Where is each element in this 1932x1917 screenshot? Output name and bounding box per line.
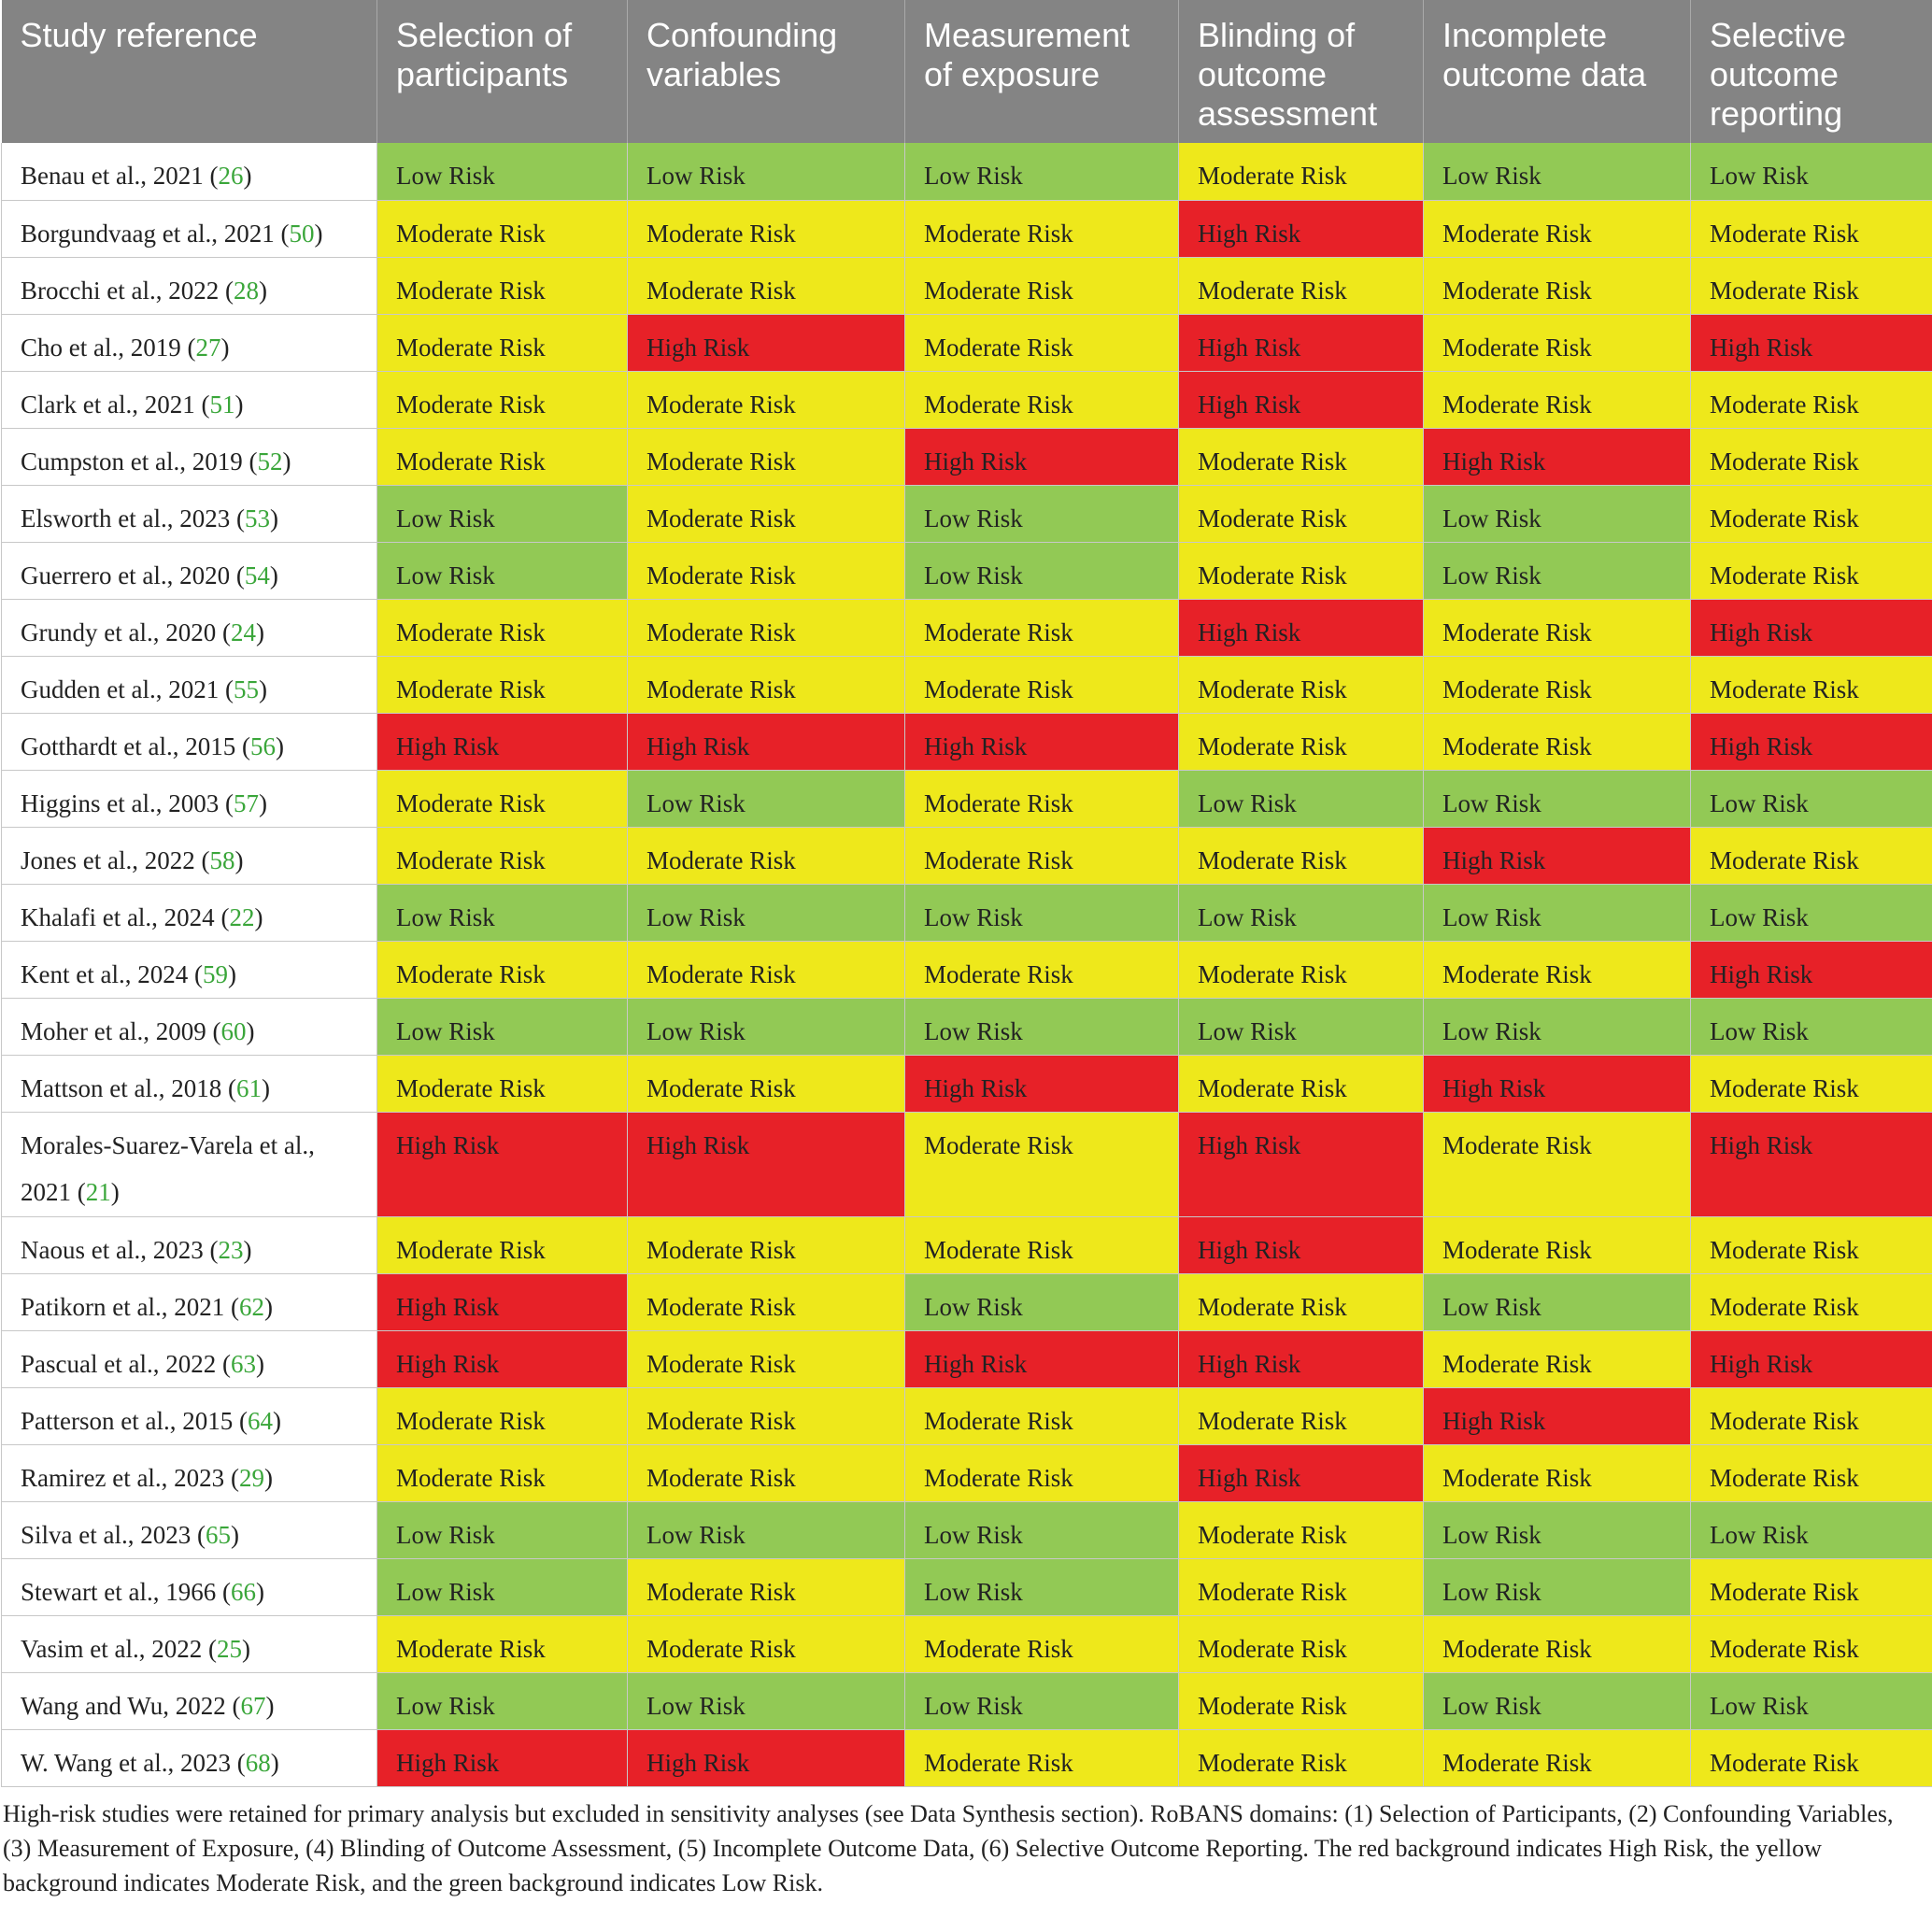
study-reference-cell: Wang and Wu, 2022 (67) [2,1672,377,1729]
risk-cell: Moderate Risk [905,1112,1179,1216]
study-reference-cell: Clark et al., 2021 (51) [2,371,377,428]
risk-cell: Moderate Risk [1179,1055,1424,1112]
risk-cell: Moderate Risk [628,827,905,884]
table-row [2,1672,1932,1729]
risk-cell: Low Risk [1424,770,1691,827]
risk-cell: Low Risk [1424,485,1691,542]
risk-cell: High Risk [1179,1216,1424,1273]
risk-cell: Moderate Risk [628,257,905,314]
table-row [2,713,1932,770]
study-name: Moher et al., 2009 [21,1016,206,1045]
risk-cell: Moderate Risk [1424,1112,1691,1216]
study-reference-cell: Mattson et al., 2018 (61) [2,1055,377,1112]
risk-cell: Moderate Risk [1179,1672,1424,1729]
risk-cell: Moderate Risk [1179,941,1424,998]
study-reference-cell: Cumpston et al., 2019 (52) [2,428,377,485]
citation-link[interactable]: 60 [220,1016,247,1045]
table-row [2,1501,1932,1558]
risk-cell: High Risk [628,1729,905,1786]
risk-cell: Low Risk [905,1672,1179,1729]
risk-cell: High Risk [1691,1112,1932,1216]
table-row [2,314,1932,371]
study-name: Guerrero et al., 2020 [21,561,231,589]
risk-cell: Moderate Risk [905,827,1179,884]
risk-cell: Low Risk [1179,770,1424,827]
risk-cell: High Risk [1424,428,1691,485]
risk-cell: Moderate Risk [905,770,1179,827]
citation-link[interactable]: 56 [249,731,276,760]
citation-link[interactable]: 29 [238,1463,264,1492]
study-reference-cell: Benau et al., 2021 (26) [2,143,377,200]
risk-cell: Moderate Risk [1179,257,1424,314]
risk-cell: Low Risk [377,1501,628,1558]
table-body [2,143,1932,1786]
study-name: Khalafi et al., 2024 [21,902,215,931]
risk-cell: Moderate Risk [377,314,628,371]
risk-cell: Moderate Risk [377,770,628,827]
risk-cell: Moderate Risk [905,371,1179,428]
risk-cell: High Risk [1691,941,1932,998]
risk-cell: Moderate Risk [1424,257,1691,314]
study-reference-cell: Morales-Suarez-Varela et al., 2021 (21) [2,1112,377,1216]
risk-cell: Moderate Risk [1691,428,1932,485]
risk-cell: Low Risk [1691,770,1932,827]
risk-cell: Low Risk [1691,1672,1932,1729]
table-row [2,143,1932,200]
risk-cell: Moderate Risk [1424,599,1691,656]
risk-cell: High Risk [628,1112,905,1216]
study-reference-cell: Higgins et al., 2003 (57) [2,770,377,827]
risk-cell: Moderate Risk [628,1055,905,1112]
study-reference-cell: Jones et al., 2022 (58) [2,827,377,884]
risk-cell: Low Risk [1424,1501,1691,1558]
risk-cell: Moderate Risk [628,656,905,713]
risk-cell: Moderate Risk [905,941,1179,998]
study-reference-cell: Pascual et al., 2022 (63) [2,1330,377,1387]
risk-cell: Moderate Risk [1691,542,1932,599]
risk-cell: Low Risk [1424,542,1691,599]
risk-cell: Moderate Risk [377,1387,628,1444]
study-name: Pascual et al., 2022 [21,1349,217,1378]
table-row [2,941,1932,998]
risk-cell: Moderate Risk [1179,827,1424,884]
header-selection-of-participants: Selection of participants [377,0,628,143]
risk-cell: Moderate Risk [1691,371,1932,428]
study-name: Kent et al., 2024 [21,959,189,988]
study-name: Clark et al., 2021 [21,390,195,419]
risk-cell: High Risk [905,1055,1179,1112]
risk-cell: Moderate Risk [1424,656,1691,713]
citation-link[interactable]: 54 [244,561,270,589]
risk-cell: Low Risk [905,143,1179,200]
risk-cell: High Risk [377,1729,628,1786]
risk-cell: Moderate Risk [1179,1273,1424,1330]
risk-cell: Moderate Risk [905,1444,1179,1501]
risk-cell: Moderate Risk [628,941,905,998]
study-name: Benau et al., 2021 [21,162,204,190]
risk-cell: Moderate Risk [1424,941,1691,998]
risk-cell: High Risk [1179,1444,1424,1501]
risk-cell: Moderate Risk [377,257,628,314]
risk-cell: Moderate Risk [377,1055,628,1112]
risk-cell: Low Risk [1424,884,1691,941]
table-row [2,827,1932,884]
study-reference-cell: Grundy et al., 2020 (24) [2,599,377,656]
risk-cell: High Risk [377,1112,628,1216]
risk-cell: Moderate Risk [628,1558,905,1615]
risk-cell: Low Risk [905,542,1179,599]
risk-cell: Moderate Risk [1424,1615,1691,1672]
risk-cell: Moderate Risk [1179,1387,1424,1444]
risk-cell: Low Risk [377,884,628,941]
risk-cell: Moderate Risk [628,1330,905,1387]
table-row [2,1615,1932,1672]
citation-link[interactable]: 53 [244,504,270,532]
table-row [2,1729,1932,1786]
risk-cell: Moderate Risk [1691,1055,1932,1112]
header-measurement-of-exposure: Measurement of exposure [905,0,1179,143]
table-row [2,371,1932,428]
risk-cell: Moderate Risk [377,827,628,884]
header-blinding-of-outcome-assessment: Blinding of outcome assessment [1179,0,1424,143]
risk-cell: Moderate Risk [1424,314,1691,371]
risk-cell: High Risk [1179,1112,1424,1216]
risk-cell: High Risk [1424,827,1691,884]
risk-cell: High Risk [905,713,1179,770]
study-name: Borgundvaag et al., 2021 [21,219,275,248]
citation-link[interactable]: 64 [247,1406,273,1435]
table-row [2,998,1932,1055]
study-name: Elsworth et al., 2023 [21,504,231,532]
risk-of-bias-table [1,0,1932,1787]
citation-link[interactable]: 55 [233,674,259,703]
citation-link[interactable]: 28 [233,276,259,305]
risk-cell: High Risk [1424,1387,1691,1444]
citation-link[interactable]: 59 [202,959,228,988]
study-name: Wang and Wu, 2022 [21,1691,226,1720]
risk-cell: High Risk [1691,1330,1932,1387]
study-name: Grundy et al., 2020 [21,618,217,646]
risk-cell: Moderate Risk [628,1387,905,1444]
study-reference-cell: Gotthardt et al., 2015 (56) [2,713,377,770]
citation-link[interactable]: 26 [218,162,244,190]
study-name: Vasim et al., 2022 [21,1634,203,1663]
risk-cell: Moderate Risk [377,200,628,257]
risk-cell: Low Risk [1691,1501,1932,1558]
study-reference-cell: Guerrero et al., 2020 (54) [2,542,377,599]
risk-cell: Moderate Risk [628,200,905,257]
citation-link[interactable]: 25 [216,1634,242,1663]
risk-cell: Moderate Risk [905,200,1179,257]
risk-cell: High Risk [377,713,628,770]
study-reference-cell: Silva et al., 2023 (65) [2,1501,377,1558]
risk-cell: Moderate Risk [628,1216,905,1273]
risk-cell: Low Risk [628,770,905,827]
risk-cell: Moderate Risk [1691,485,1932,542]
table-row [2,1387,1932,1444]
risk-cell: Moderate Risk [377,428,628,485]
risk-cell: Low Risk [1424,1558,1691,1615]
citation-link[interactable]: 68 [245,1748,271,1777]
risk-cell: Moderate Risk [1179,1501,1424,1558]
study-name: Gotthardt et al., 2015 [21,731,236,760]
risk-cell: Moderate Risk [628,599,905,656]
risk-cell: Moderate Risk [1691,656,1932,713]
risk-cell: Low Risk [905,884,1179,941]
risk-cell: Low Risk [628,1672,905,1729]
risk-cell: Low Risk [377,1558,628,1615]
table-row [2,257,1932,314]
risk-cell: Low Risk [377,998,628,1055]
risk-cell: Moderate Risk [1424,1330,1691,1387]
risk-cell: Moderate Risk [905,314,1179,371]
header-incomplete-outcome-data: Incomplete outcome data [1424,0,1691,143]
risk-cell: Low Risk [628,998,905,1055]
table-row [2,542,1932,599]
risk-cell: Low Risk [1424,1672,1691,1729]
risk-cell: Low Risk [905,1273,1179,1330]
risk-cell: Moderate Risk [905,599,1179,656]
study-reference-cell: Cho et al., 2019 (27) [2,314,377,371]
risk-cell: High Risk [628,713,905,770]
risk-cell: Moderate Risk [1424,713,1691,770]
table-row [2,599,1932,656]
table-row [2,1558,1932,1615]
risk-cell: Low Risk [628,143,905,200]
study-reference-cell: Khalafi et al., 2024 (22) [2,884,377,941]
risk-cell: High Risk [1179,200,1424,257]
risk-cell: Low Risk [905,1558,1179,1615]
table-row [2,1273,1932,1330]
risk-cell: Moderate Risk [628,485,905,542]
citation-link[interactable]: 62 [238,1292,264,1321]
study-reference-cell: Vasim et al., 2022 (25) [2,1615,377,1672]
citation-link[interactable]: 21 [85,1177,111,1206]
study-name: Patikorn et al., 2021 [21,1292,225,1321]
study-reference-cell: Ramirez et al., 2023 (29) [2,1444,377,1501]
risk-cell: Moderate Risk [1424,371,1691,428]
table-row [2,200,1932,257]
risk-cell: High Risk [1691,713,1932,770]
header-study-reference: Study reference [2,0,377,143]
risk-cell: Low Risk [1424,143,1691,200]
table-row [2,485,1932,542]
table-row [2,1216,1932,1273]
risk-cell: Moderate Risk [377,1216,628,1273]
risk-cell: Low Risk [1424,1273,1691,1330]
study-reference-cell: Brocchi et al., 2022 (28) [2,257,377,314]
study-name: Naous et al., 2023 [21,1235,204,1264]
risk-cell: Moderate Risk [628,428,905,485]
study-name: Silva et al., 2023 [21,1520,192,1549]
risk-cell: Low Risk [377,485,628,542]
study-name: Brocchi et al., 2022 [21,276,220,305]
risk-cell: Moderate Risk [1691,1273,1932,1330]
risk-cell: Moderate Risk [628,542,905,599]
risk-cell: Moderate Risk [1691,200,1932,257]
risk-cell: Moderate Risk [1179,1615,1424,1672]
risk-cell: High Risk [377,1273,628,1330]
citation-link[interactable]: 65 [205,1520,231,1549]
risk-cell: Moderate Risk [1179,1729,1424,1786]
risk-cell: High Risk [1179,1330,1424,1387]
risk-cell: High Risk [1424,1055,1691,1112]
risk-cell: Moderate Risk [905,1387,1179,1444]
risk-cell: Moderate Risk [1424,1444,1691,1501]
risk-cell: Low Risk [1691,884,1932,941]
study-name: Gudden et al., 2021 [21,674,220,703]
citation-link[interactable]: 67 [240,1691,266,1720]
risk-cell: Moderate Risk [1179,143,1424,200]
study-reference-cell: Patterson et al., 2015 (64) [2,1387,377,1444]
header-confounding-variables: Confounding variables [628,0,905,143]
risk-cell: Moderate Risk [1691,1558,1932,1615]
risk-cell: Moderate Risk [628,1444,905,1501]
risk-cell: Moderate Risk [628,1273,905,1330]
header-row [2,0,1932,143]
study-reference-cell: Gudden et al., 2021 (55) [2,656,377,713]
table-footnote: High-risk studies were retained for primary analysis but excluded in sensitivity analyses (see Data Synthesis section). RoBANS domains: (1) Selection of Participants, (2) Confounding Variables, (3) Measurement of Exposure, (4) Blinding of Outcome Assessment, (5) Incomplete Outcome Data, (6) Selective Outcome Reporting. The red background indicates High Risk, the yellow background indicates Moderate Risk, and the green background indicates Low Risk. [3,1799,1894,1896]
risk-cell: Low Risk [1179,884,1424,941]
risk-cell: High Risk [905,1330,1179,1387]
table-row [2,770,1932,827]
risk-cell: Low Risk [628,1501,905,1558]
risk-cell: Moderate Risk [1179,656,1424,713]
study-reference-cell: Patikorn et al., 2021 (62) [2,1273,377,1330]
citation-link[interactable]: 57 [233,788,259,817]
table-row [2,1330,1932,1387]
risk-cell: Moderate Risk [905,1615,1179,1672]
risk-cell: Moderate Risk [1691,1729,1932,1786]
risk-cell: Moderate Risk [377,656,628,713]
risk-cell: Low Risk [905,998,1179,1055]
citation-link[interactable]: 52 [257,447,283,476]
risk-cell: Low Risk [1424,998,1691,1055]
study-name: Ramirez et al., 2023 [21,1463,225,1492]
study-name: Cho et al., 2019 [21,333,181,362]
risk-cell: Moderate Risk [377,599,628,656]
risk-cell: Moderate Risk [905,656,1179,713]
risk-cell: Moderate Risk [1424,1216,1691,1273]
study-name: Jones et al., 2022 [21,845,195,874]
study-name: Patterson et al., 2015 [21,1406,234,1435]
risk-cell: Low Risk [377,1672,628,1729]
table-row [2,1444,1932,1501]
risk-cell: Moderate Risk [1179,713,1424,770]
risk-cell: Moderate Risk [628,1615,905,1672]
risk-cell: Low Risk [1691,998,1932,1055]
table-row [2,884,1932,941]
study-name: W. Wang et al., 2023 [21,1748,232,1777]
study-reference-cell: Moher et al., 2009 (60) [2,998,377,1055]
risk-cell: Moderate Risk [377,1444,628,1501]
citation-link[interactable]: 24 [230,618,256,646]
risk-cell: Moderate Risk [377,371,628,428]
risk-cell: Low Risk [377,542,628,599]
risk-cell: Moderate Risk [1691,257,1932,314]
risk-cell: Low Risk [905,1501,1179,1558]
risk-cell: High Risk [1179,599,1424,656]
risk-cell: Moderate Risk [1424,1729,1691,1786]
citation-link[interactable]: 22 [229,902,255,931]
risk-cell: High Risk [1691,314,1932,371]
study-name: Cumpston et al., 2019 [21,447,243,476]
citation-link[interactable]: 50 [289,219,315,248]
risk-cell: High Risk [1691,599,1932,656]
citation-link[interactable]: 23 [218,1235,244,1264]
risk-cell: Moderate Risk [905,1216,1179,1273]
risk-cell: Moderate Risk [1691,1216,1932,1273]
risk-cell: High Risk [1179,371,1424,428]
study-name: Higgins et al., 2003 [21,788,220,817]
risk-cell: Moderate Risk [1179,1558,1424,1615]
citation-link[interactable]: 66 [230,1577,256,1606]
risk-cell: Moderate Risk [905,1729,1179,1786]
risk-cell: Moderate Risk [1691,1444,1932,1501]
risk-cell: Moderate Risk [377,941,628,998]
risk-cell: High Risk [377,1330,628,1387]
risk-cell: Moderate Risk [1691,1387,1932,1444]
citation-link[interactable]: 51 [209,390,235,419]
header-selective-outcome-reporting: Selective outcome reporting [1691,0,1932,143]
citation-link[interactable]: 61 [235,1073,262,1102]
risk-cell: Moderate Risk [377,1615,628,1672]
study-name: Morales-Suarez-Varela et al., 2021 [21,1130,315,1206]
risk-cell: Moderate Risk [1424,200,1691,257]
table-header [2,0,1932,143]
risk-cell: Low Risk [628,884,905,941]
table-row [2,1055,1932,1112]
risk-cell: Moderate Risk [1179,542,1424,599]
table-row [2,1112,1932,1216]
risk-cell: Moderate Risk [905,257,1179,314]
risk-cell: Moderate Risk [1179,485,1424,542]
risk-cell: Low Risk [1691,143,1932,200]
study-reference-cell: Kent et al., 2024 (59) [2,941,377,998]
citation-link[interactable]: 58 [209,845,235,874]
risk-cell: Low Risk [1179,998,1424,1055]
risk-cell: High Risk [1179,314,1424,371]
risk-cell: Moderate Risk [1179,428,1424,485]
citation-link[interactable]: 63 [230,1349,256,1378]
table-row [2,428,1932,485]
study-reference-cell: Borgundvaag et al., 2021 (50) [2,200,377,257]
risk-cell: Moderate Risk [1691,827,1932,884]
table-row [2,656,1932,713]
risk-cell: Moderate Risk [628,371,905,428]
study-reference-cell: W. Wang et al., 2023 (68) [2,1729,377,1786]
risk-cell: High Risk [905,428,1179,485]
study-reference-cell: Elsworth et al., 2023 (53) [2,485,377,542]
study-reference-cell: Naous et al., 2023 (23) [2,1216,377,1273]
study-reference-cell: Stewart et al., 1966 (66) [2,1558,377,1615]
risk-cell: Low Risk [377,143,628,200]
study-name: Mattson et al., 2018 [21,1073,222,1102]
study-name: Stewart et al., 1966 [21,1577,217,1606]
risk-cell: Low Risk [905,485,1179,542]
risk-cell: High Risk [628,314,905,371]
risk-cell: Moderate Risk [1691,1615,1932,1672]
citation-link[interactable]: 27 [195,333,221,362]
